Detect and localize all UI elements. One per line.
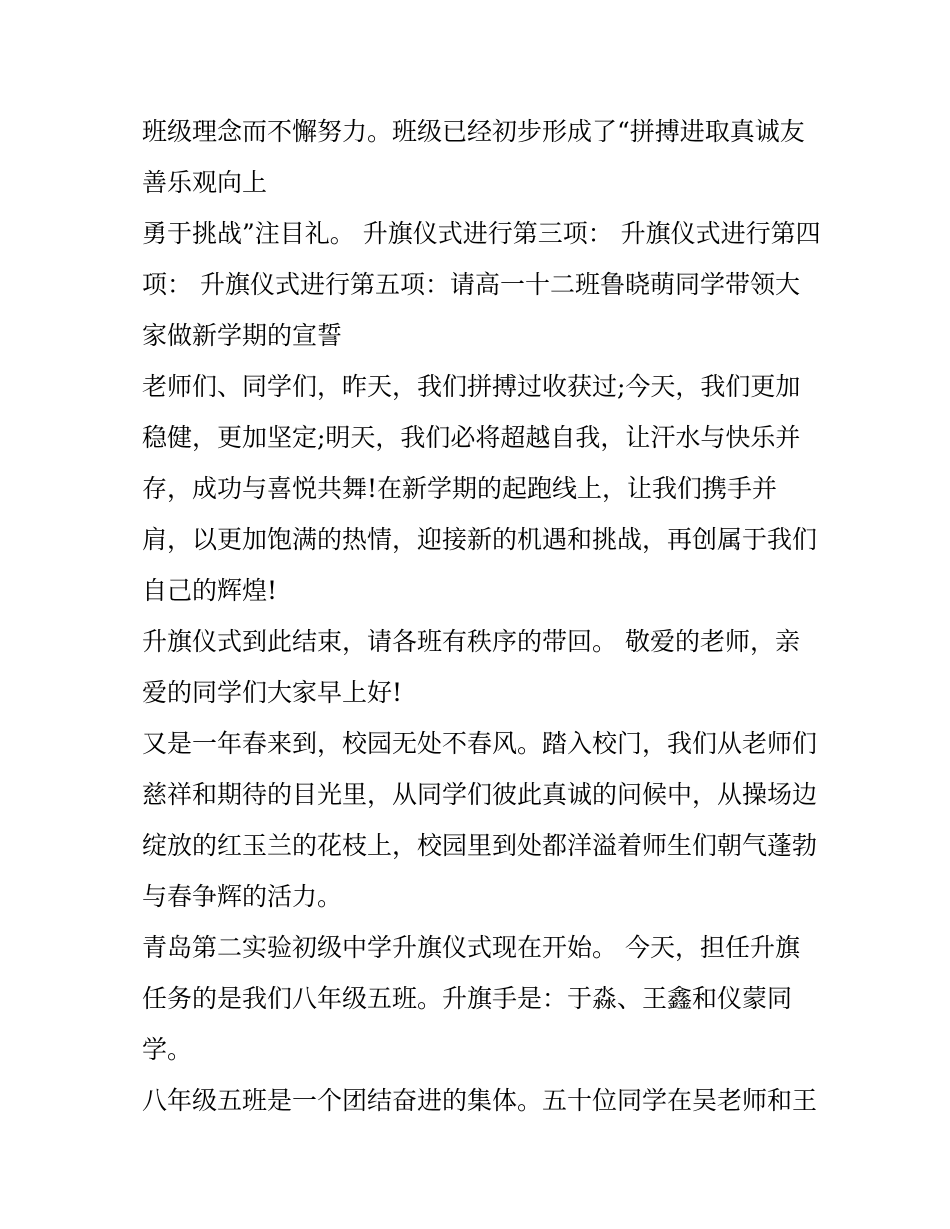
text-line: 存，成功与喜悦共舞!在新学期的起跑线上，让我们携手并 [142, 474, 778, 503]
text-line: 慈祥和期待的目光里，从同学们彼此真诚的问候中，从操场边 [142, 780, 818, 809]
text-line: 青岛第二实验初级中学升旗仪式现在开始。 今天，担任升旗 [142, 933, 800, 962]
text-line: 自己的辉煌! [142, 576, 278, 605]
text-line: 爱的同学们大家早上好! [142, 678, 403, 707]
text-line: 学。 [142, 1035, 193, 1064]
text-line: 家做新学期的宣誓 [142, 321, 343, 350]
text-line: 绽放的红玉兰的花枝上，校园里到处都洋溢着师生们朝气蓬勃 [142, 831, 818, 860]
text-line: 八年级五班是一个团结奋进的集体。五十位同学在吴老师和王 [142, 1086, 818, 1115]
text-line: 班级理念而不懈努力。班级已经初步形成了“拼搏进取真诚友 [142, 117, 805, 146]
text-line: 勇于挑战”注目礼。 升旗仪式进行第三项： 升旗仪式进行第四 [142, 219, 821, 248]
text-line: 善乐观向上 [142, 168, 268, 197]
text-line: 升旗仪式到此结束，请各班有秩序的带回。 敬爱的老师，亲 [142, 627, 800, 656]
text-line: 与春争辉的活力。 [142, 882, 343, 911]
text-line: 任务的是我们八年级五班。升旗手是：于淼、王鑫和仪蒙同 [142, 984, 793, 1013]
text-line: 肩，以更加饱满的热情，迎接新的机遇和挑战，再创属于我们 [142, 525, 818, 554]
document-body [142, 106, 822, 1126]
text-line: 又是一年春来到，校园无处不春风。踏入校门，我们从老师们 [142, 729, 818, 758]
text-line: 稳健，更加坚定;明天，我们必将超越自我，让汗水与快乐并 [142, 423, 801, 452]
text-line: 老师们、同学们，昨天，我们拼搏过收获过;今天，我们更加 [142, 372, 801, 401]
text-line: 项： 升旗仪式进行第五项：请高一十二班鲁晓萌同学带领大 [142, 270, 800, 299]
